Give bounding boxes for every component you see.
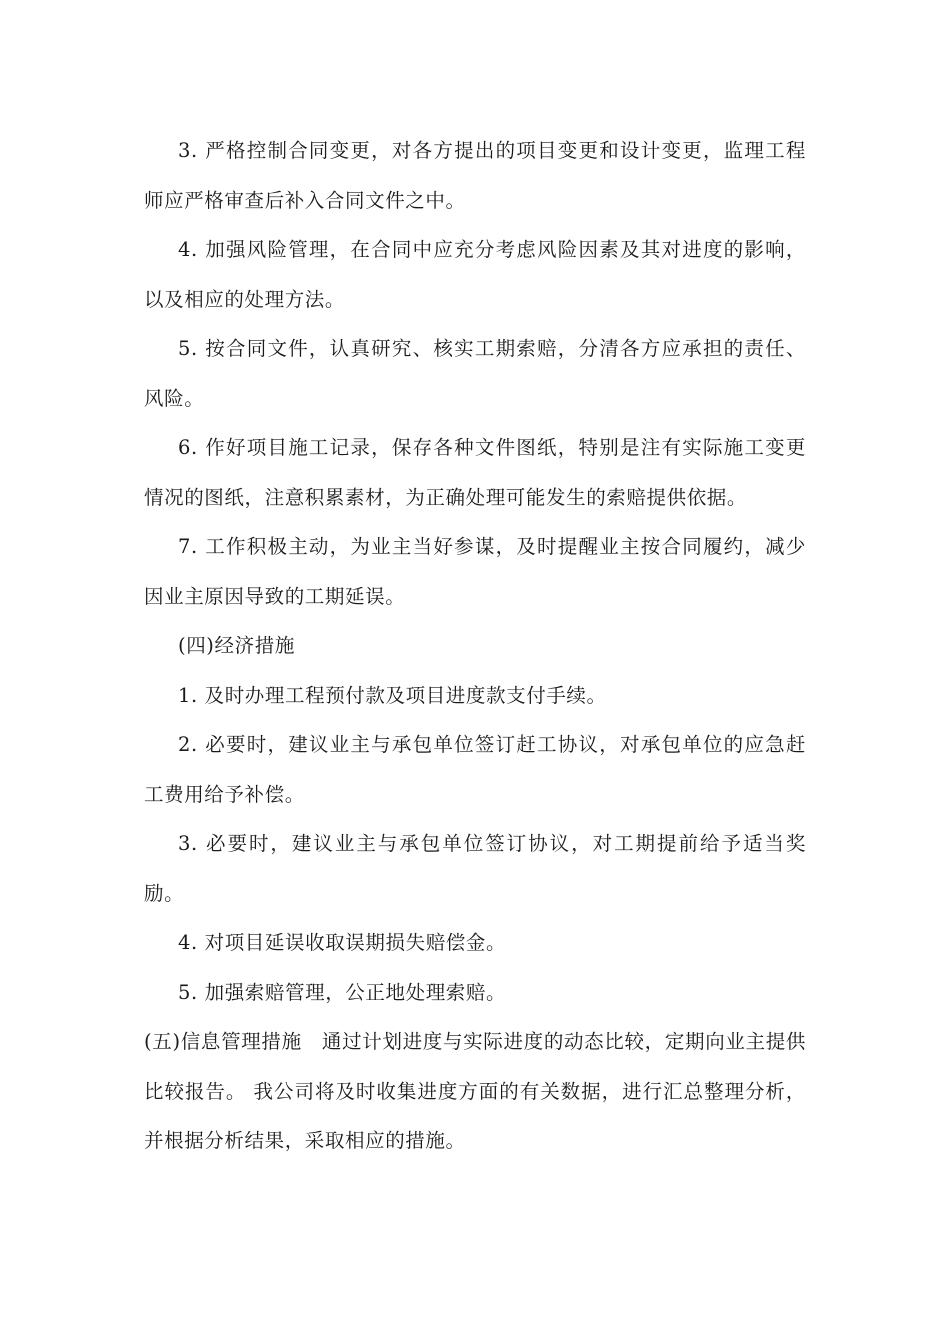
paragraph-delay-damages: 4. 对项目延误收取误期损失赔偿金。 xyxy=(178,931,507,954)
paragraph-schedule-claims: 5. 按合同文件，认真研究、核实工期索赔，分清各方应承担的责任、风险。 xyxy=(144,337,806,410)
paragraph-contract-change: 3. 严格控制合同变更，对各方提出的项目变更和设计变更，监理工程师应严格审查后补入合同文件之中。 xyxy=(144,139,806,212)
paragraph-rush-agreement: 2. 必要时，建议业主与承包单位签订赶工协议，对承包单位的应急赶工费用给予补偿。 xyxy=(144,733,806,806)
paragraph-risk-management: 4. 加强风险管理，在合同中应充分考虑风险因素及其对进度的影响，以及相应的处理方法。 xyxy=(144,238,806,311)
document-body xyxy=(144,126,806,1166)
paragraph-payment-procedures: 1. 及时办理工程预付款及项目进度款支付手续。 xyxy=(178,683,607,707)
paragraph-early-completion-reward: 3. 必要时，建议业主与承包单位签订协议，对工期提前给予适当奖励。 xyxy=(144,832,806,905)
paragraph-proactive-work: 7. 工作积极主动，为业主当好参谋，及时提醒业主按合同履约，减少因业主原因导致的工期延误。 xyxy=(144,535,806,608)
paragraph-construction-records: 6. 作好项目施工记录，保存各种文件图纸，特别是注有实际施工变更情况的图纸，注意积累素材，为正确处理可能发生的索赔提供依据。 xyxy=(144,436,806,509)
paragraph-information-management: (五)信息管理措施 通过计划进度与实际进度的动态比较，定期向业主提供比较报告。 我公司将及时收集进度方面的有关数据，进行汇总整理分析，并根据分析结果，采取相应的措施。 xyxy=(144,1030,806,1152)
section-heading-economic-measures: (四)经济措施 xyxy=(178,634,295,657)
paragraph-claims-management: 5. 加强索赔管理，公正地处理索赔。 xyxy=(178,980,507,1004)
